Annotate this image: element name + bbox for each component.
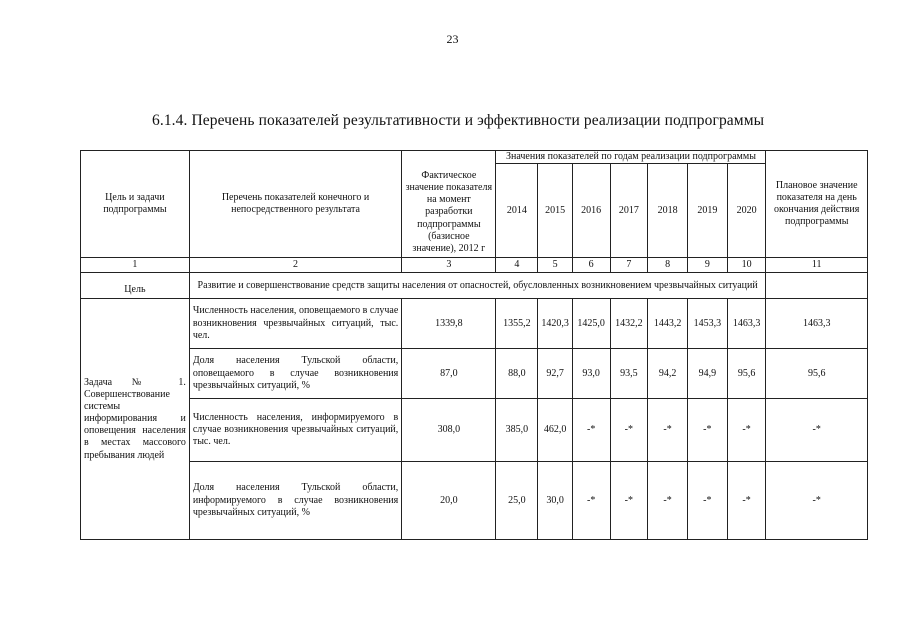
year-value: 30,0 xyxy=(538,462,573,540)
indicator-name: Доля населения Тульской области, оповещаемого в случае возникновения чрезвычайных ситуаций, % xyxy=(189,349,401,399)
goal-text: Развитие и совершенствование средств защиты населения от опасностей, обусловленных возникновением чрезвычайных ситуаций xyxy=(189,273,766,299)
year-value: 93,5 xyxy=(610,349,648,399)
indicator-name: Численность населения, оповещаемого в случае возникновения чрезвычайных ситуаций, тыс. чел. xyxy=(189,299,401,349)
column-number: 6 xyxy=(572,258,610,273)
table-row xyxy=(81,299,868,349)
planned-value: -* xyxy=(766,462,868,540)
indicators-table xyxy=(80,150,868,540)
year-value: 1443,2 xyxy=(648,299,688,349)
goal-empty-cell xyxy=(766,273,868,299)
column-number: 1 xyxy=(81,258,190,273)
year-value: -* xyxy=(572,399,610,462)
header-year: 2020 xyxy=(727,164,766,258)
column-number: 8 xyxy=(648,258,688,273)
year-value: -* xyxy=(727,462,766,540)
year-value: 92,7 xyxy=(538,349,573,399)
year-value: -* xyxy=(648,399,688,462)
year-value: -* xyxy=(687,399,727,462)
header-year: 2014 xyxy=(496,164,538,258)
year-value: 95,6 xyxy=(727,349,766,399)
year-value: -* xyxy=(687,462,727,540)
page-number: 23 xyxy=(446,32,459,46)
column-number: 11 xyxy=(766,258,868,273)
header-year: 2017 xyxy=(610,164,648,258)
year-value: -* xyxy=(610,399,648,462)
year-value: -* xyxy=(610,462,648,540)
column-number: 9 xyxy=(687,258,727,273)
indicator-name: Численность населения, информируемого в случае возникновения чрезвычайных ситуаций, тыс. чел. xyxy=(189,399,401,462)
table-row xyxy=(81,349,868,399)
year-value: -* xyxy=(648,462,688,540)
base-value: 1339,8 xyxy=(402,299,496,349)
year-value: 25,0 xyxy=(496,462,538,540)
year-value: 94,2 xyxy=(648,349,688,399)
planned-value: -* xyxy=(766,399,868,462)
base-value: 308,0 xyxy=(402,399,496,462)
year-value: 93,0 xyxy=(572,349,610,399)
year-value: 1453,3 xyxy=(687,299,727,349)
column-number: 7 xyxy=(610,258,648,273)
indicator-name: Доля населения Тульской области, информируемого в случае возникновения чрезвычайных ситуаций, % xyxy=(189,462,401,540)
year-value: 1463,3 xyxy=(727,299,766,349)
year-value: 1355,2 xyxy=(496,299,538,349)
header-year: 2019 xyxy=(687,164,727,258)
year-value: 94,9 xyxy=(687,349,727,399)
goal-row xyxy=(81,273,868,299)
column-number: 3 xyxy=(402,258,496,273)
column-number: 4 xyxy=(496,258,538,273)
column-number: 2 xyxy=(189,258,401,273)
year-value: 1432,2 xyxy=(610,299,648,349)
header-indicators: Перечень показателей конечного и непосредственного результата xyxy=(189,151,401,258)
header-planned: Плановое значение показателя на день окончания действия подпрограммы xyxy=(766,151,868,258)
goal-label: Цель xyxy=(81,273,190,299)
header-year: 2016 xyxy=(572,164,610,258)
column-numbers-row xyxy=(81,258,868,273)
year-value: 1420,3 xyxy=(538,299,573,349)
task-description: Задача № 1. Совершенствование системы информирования и оповещения населения в местах массового пребывания людей xyxy=(81,299,190,540)
section-title: 6.1.4. Перечень показателей результативности и эффективности реализации подпрограммы xyxy=(152,112,765,129)
header-row-1 xyxy=(81,151,868,164)
header-goals: Цель и задачи подпрограммы xyxy=(81,151,190,258)
table-row xyxy=(81,462,868,540)
year-value: -* xyxy=(727,399,766,462)
column-number: 10 xyxy=(727,258,766,273)
header-year: 2018 xyxy=(648,164,688,258)
year-value: 462,0 xyxy=(538,399,573,462)
column-number: 5 xyxy=(538,258,573,273)
base-value: 87,0 xyxy=(402,349,496,399)
planned-value: 95,6 xyxy=(766,349,868,399)
year-value: 1425,0 xyxy=(572,299,610,349)
table-row xyxy=(81,399,868,462)
header-base-value: Фактическое значение показателя на момент разработки подпрограммы (базисное значение), 2012 г xyxy=(402,151,496,258)
year-value: 385,0 xyxy=(496,399,538,462)
year-value: -* xyxy=(572,462,610,540)
base-value: 20,0 xyxy=(402,462,496,540)
year-value: 88,0 xyxy=(496,349,538,399)
header-years-group: Значения показателей по годам реализации подпрограммы xyxy=(496,151,766,164)
header-year: 2015 xyxy=(538,164,573,258)
planned-value: 1463,3 xyxy=(766,299,868,349)
